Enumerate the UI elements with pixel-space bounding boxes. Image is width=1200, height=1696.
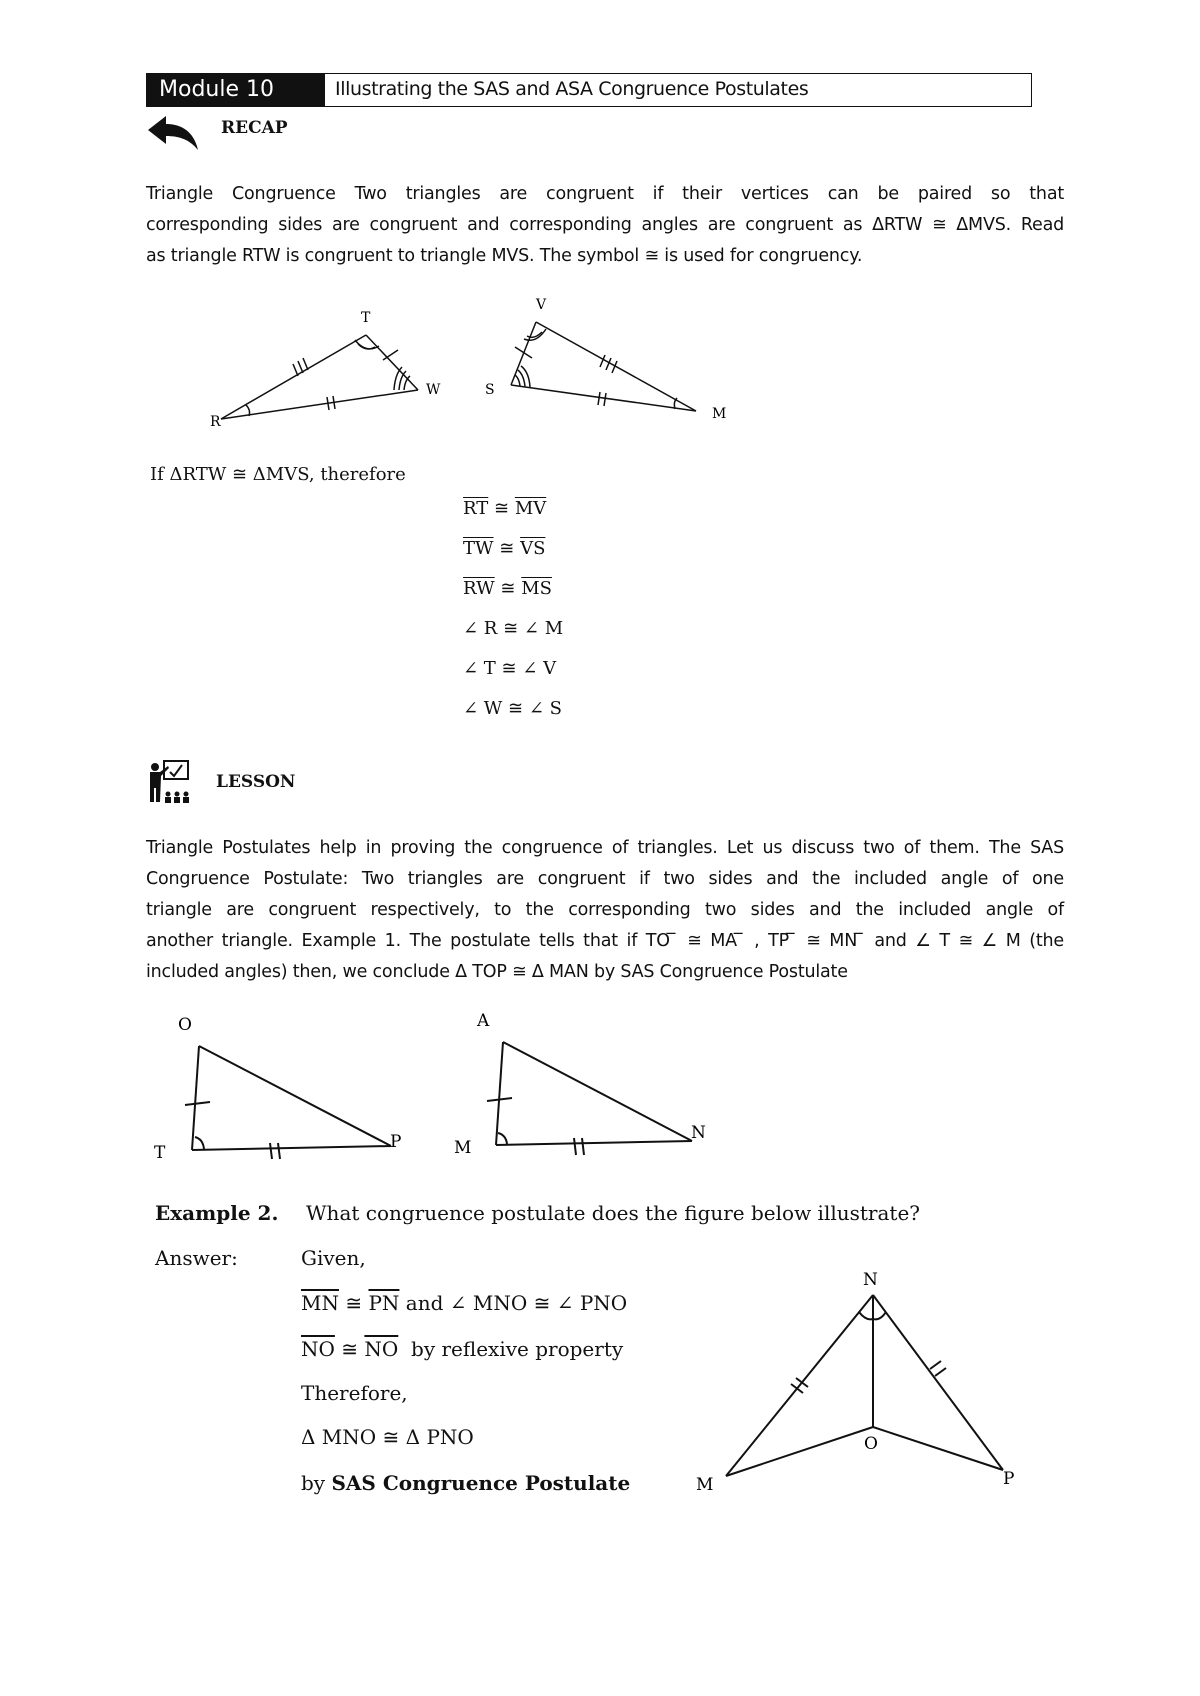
side-op (199, 1046, 391, 1146)
given-statement-1: $\overline{MN}$ ≅ $\overline{PN}$ and ∠ MNO ≅ ∠ PNO (301, 1291, 628, 1315)
side-vm (536, 322, 696, 411)
example1-triangles-figure (140, 1005, 740, 1175)
side-rw (221, 390, 418, 419)
side-np (873, 1295, 1003, 1470)
label-w: W (426, 382, 441, 398)
side-mo (726, 1427, 873, 1476)
label-o: O (864, 1434, 878, 1454)
given-statement-2: $\overline{NO}$ ≅ $\overline{NO}$ by reflexive property (301, 1337, 624, 1361)
relation-row: $\overline{RW}$ ≅ $\overline{MS}$ (463, 578, 552, 599)
congruence-relations (463, 498, 663, 738)
lesson-label: LESSON (216, 772, 296, 792)
lesson-paragraph: Triangle Postulates help in proving the congruence of triangles. Let us discuss two of them. The SAS Congruence Postulate: Two triangles are congruent if two sides and the included angle of one triangle are congruent respectively, to the corresponding two sides and the included angle of another triangle. Example 1. The postulate tells that if TO ̅ ≅ MA ̅ , TP ̅ ≅ MN ̅ and ∠ T ≅ ∠ M (the included angles) then, we conclude Δ TOP ≅ Δ MAN by SAS Congruence Postulate (146, 838, 1064, 982)
label-r: R (210, 414, 221, 430)
side-sm (511, 385, 696, 411)
recap-label: RECAP (221, 118, 288, 138)
side-nm (726, 1295, 873, 1476)
label-n: N (691, 1123, 706, 1143)
therefore-label: Therefore, (301, 1381, 408, 1405)
example2-figure (690, 1265, 1040, 1505)
relation-row: ∠ W ≅ ∠ S (463, 698, 563, 719)
module-header (146, 73, 1032, 107)
side-rt (221, 335, 366, 419)
side-tw (366, 335, 418, 390)
label-p: P (1003, 1469, 1015, 1489)
label-n: N (863, 1270, 878, 1290)
postulate-line: by SAS Congruence Postulate (301, 1471, 631, 1495)
side-mn (496, 1141, 692, 1145)
back-arrow-icon (146, 114, 202, 154)
example2-question: What congruence postulate does the figure below illustrate? (306, 1201, 921, 1225)
recap-triangles-figure (180, 292, 740, 432)
label-v: V (536, 297, 547, 313)
label-s: S (485, 382, 495, 398)
label-o: O (178, 1015, 192, 1035)
module-title: Illustrating the SAS and ASA Congruence Postulates (335, 78, 809, 100)
side-an (503, 1042, 692, 1141)
conclusion: Δ MNO ≅ Δ PNO (301, 1425, 474, 1449)
label-a: A (477, 1011, 490, 1031)
answer-label: Answer: (155, 1246, 238, 1270)
label-p: P (390, 1132, 402, 1152)
recap-paragraph: Triangle Congruence Two triangles are congruent if their vertices can be paired so that corresponding sides are congruent and corresponding angles are congruent as ΔRTW ≅ ΔMVS. Read as triangle RTW is congruent to triangle MVS. The symbol ≅ is used for congruency. (146, 184, 1064, 266)
side-tp (192, 1146, 391, 1150)
relation-row: $\overline{TW}$ ≅ $\overline{VS}$ (463, 538, 546, 559)
therefore-statement: If ΔRTW ≅ ΔMVS, therefore (150, 464, 406, 485)
side-ma (496, 1042, 503, 1145)
label-m: M (712, 406, 727, 422)
relation-row: $\overline{RT}$ ≅ $\overline{MV}$ (463, 498, 547, 519)
given-label: Given, (301, 1246, 366, 1270)
label-t: T (154, 1143, 166, 1163)
label-m: M (696, 1475, 714, 1495)
side-op (873, 1427, 1003, 1470)
module-number: Module 10 (147, 74, 325, 106)
example2-heading: Example 2. (155, 1201, 279, 1225)
relation-row: ∠ T ≅ ∠ V (463, 658, 557, 679)
side-to (192, 1046, 199, 1150)
label-t: T (361, 310, 371, 326)
label-m: M (454, 1138, 472, 1158)
teacher-icon (146, 758, 192, 804)
relation-row: ∠ R ≅ ∠ M (463, 618, 564, 639)
